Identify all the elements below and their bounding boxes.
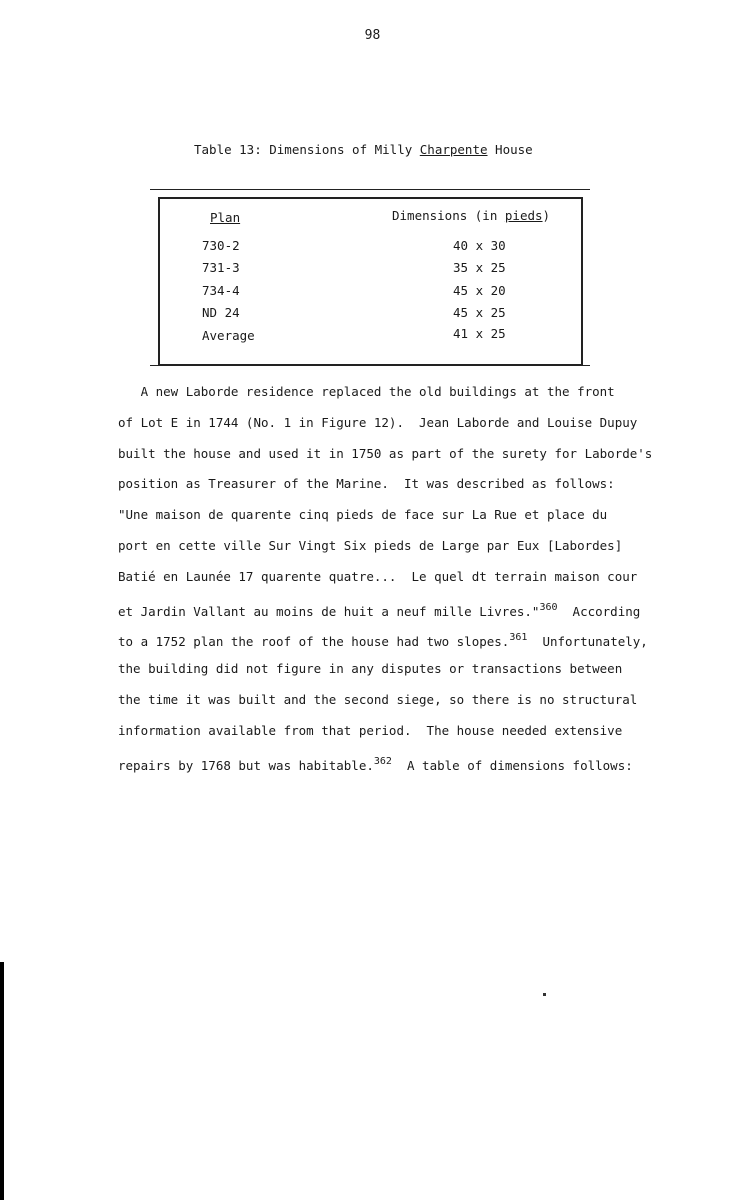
body-line: the time it was built and the second siege, so there is no structural — [118, 691, 638, 707]
caption-underlined-term: Charpente — [419, 142, 488, 157]
table-cell-plan: 731-3 — [202, 260, 240, 275]
body-text-segment: to a 1752 plan the roof of the house had two slopes. — [118, 634, 510, 650]
column-header-dimensions — [392, 208, 550, 223]
body-line: A new Laborde residence replaced the old buildings at the front — [118, 384, 615, 399]
table-cell-dimensions: 35 x 25 — [453, 260, 506, 275]
dimensions-header-unit: pieds — [504, 208, 543, 223]
page-number: 98 — [364, 28, 381, 43]
body-line: built the house and used it in 1750 as part of the surety for Laborde's — [118, 445, 653, 461]
table-cell-dimensions: 45 x 25 — [453, 305, 506, 320]
table-bottom-rule — [150, 365, 590, 366]
footnote-marker: 362 — [373, 755, 392, 767]
footnote-marker: 361 — [509, 632, 528, 644]
table-cell-plan: Average — [202, 328, 255, 343]
table-cell-dimensions: 41 x 25 — [453, 326, 506, 341]
table-cell-dimensions: 45 x 20 — [453, 283, 506, 298]
footnote-marker: 360 — [539, 601, 558, 613]
body-line: information available from that period. The house needed extensive — [118, 722, 623, 738]
scan-speck — [543, 993, 546, 996]
caption-prefix: Table 13: Dimensions of Milly — [194, 142, 420, 157]
body-text-segment: A table of dimensions follows: — [391, 757, 633, 773]
scan-edge-bar — [0, 962, 4, 1200]
body-line: of Lot E in 1744 (No. 1 in Figure 12). Jean Laborde and Louise Dupuy — [118, 414, 638, 430]
body-line: the building did not figure in any disputes or transactions between — [118, 661, 623, 677]
dimensions-header-prefix: Dimensions (in — [392, 208, 505, 223]
body-paragraph — [118, 380, 653, 780]
body-text-segment: et Jardin Vallant au moins de huit a neuf mille Livres." — [118, 603, 540, 619]
body-line — [118, 626, 648, 657]
table-caption — [194, 142, 533, 157]
table-cell-dimensions: 40 x 30 — [453, 238, 506, 253]
table-cell-plan: 730-2 — [202, 238, 240, 253]
body-line: Batié en Launée 17 quarente quatre... Le quel dt terrain maison cour — [118, 568, 638, 584]
body-text-segment: According — [557, 603, 641, 619]
body-line: "Une maison de quarente cinq pieds de face sur La Rue et place du — [118, 507, 608, 523]
body-line — [118, 750, 638, 781]
body-line: position as Treasurer of the Marine. It was described as follows: — [118, 476, 615, 492]
table-cell-plan: 734-4 — [202, 283, 240, 298]
caption-suffix: House — [487, 142, 533, 157]
body-text-segment: repairs by 1768 but was habitable. — [118, 757, 374, 773]
table-cell-plan: ND 24 — [202, 305, 240, 320]
body-text-segment: Unfortunately, — [527, 634, 648, 650]
column-header-plan: Plan — [210, 210, 241, 225]
body-line — [118, 596, 641, 627]
table-top-rule — [150, 189, 590, 190]
body-line: port en cette ville Sur Vingt Six pieds de Large par Eux [Labordes] — [118, 537, 623, 553]
dimensions-header-suffix: ) — [542, 208, 551, 223]
